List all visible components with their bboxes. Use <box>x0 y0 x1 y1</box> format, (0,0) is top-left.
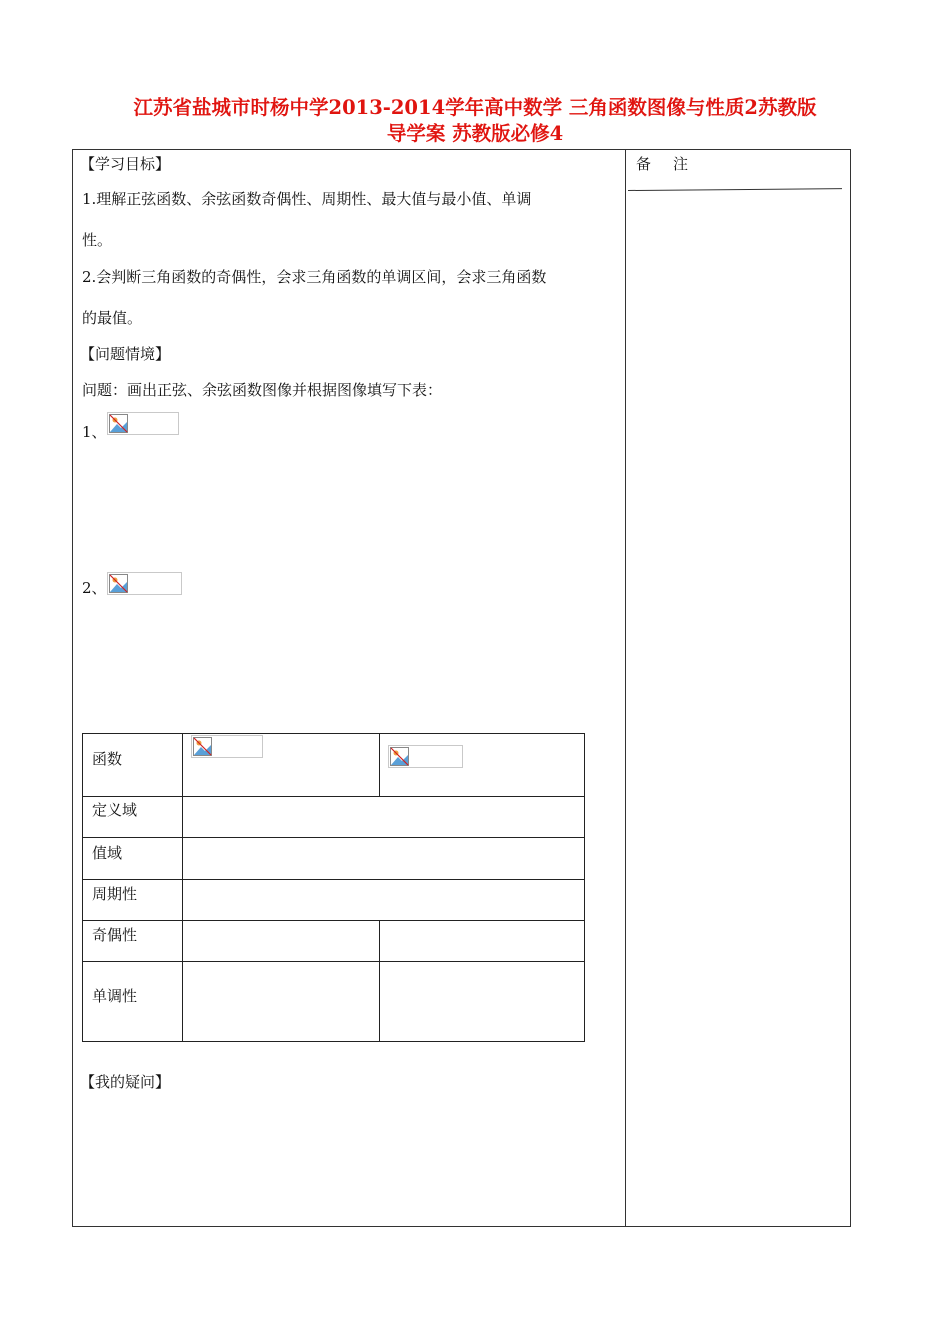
table-row-domain: 定义域 <box>92 801 138 819</box>
broken-image-icon <box>390 747 409 766</box>
questions-heading: 【我的疑问】 <box>80 1073 171 1091</box>
cosine-function-image <box>388 745 463 768</box>
broken-image-icon <box>109 574 128 593</box>
notes-column-heading: 备注 <box>636 155 711 173</box>
sine-function-image <box>191 735 263 758</box>
graph-2-label: 2、 <box>82 579 107 597</box>
objectives-heading: 【学习目标】 <box>80 155 171 173</box>
table-row-function: 函数 <box>92 750 123 768</box>
graph-2-image <box>107 572 182 595</box>
problem-prompt: 问题：画出正弦、余弦函数图像并根据图像填写下表： <box>82 381 443 399</box>
objective-1-line-1: 1.理解正弦函数、余弦函数奇偶性、周期性、最大值与最小值、单调 <box>82 190 532 208</box>
problem-heading: 【问题情境】 <box>80 345 171 363</box>
table-row-period: 周期性 <box>92 885 138 903</box>
document-title-line-2: 导学案 苏教版必修4 <box>386 122 564 145</box>
graph-1-image <box>107 412 179 435</box>
objective-1-line-2: 性。 <box>82 231 113 249</box>
broken-image-icon <box>109 414 128 433</box>
graph-1-label: 1、 <box>82 423 107 441</box>
table-row-parity: 奇偶性 <box>92 926 138 944</box>
objective-2-line-1: 2.会判断三角函数的奇偶性，会求三角函数的单调区间，会求三角函数 <box>82 268 547 286</box>
objective-2-line-2: 的最值。 <box>82 309 143 327</box>
broken-image-icon <box>193 737 212 756</box>
document-title-line-1: 江苏省盐城市时杨中学2013-2014学年高中数学 三角函数图像与性质2苏教版 <box>133 96 817 119</box>
table-row-monotonicity: 单调性 <box>92 987 138 1005</box>
column-divider <box>625 149 626 1227</box>
table-row-range: 值域 <box>92 844 123 862</box>
worksheet-frame <box>72 149 851 1227</box>
properties-table <box>82 733 585 1042</box>
